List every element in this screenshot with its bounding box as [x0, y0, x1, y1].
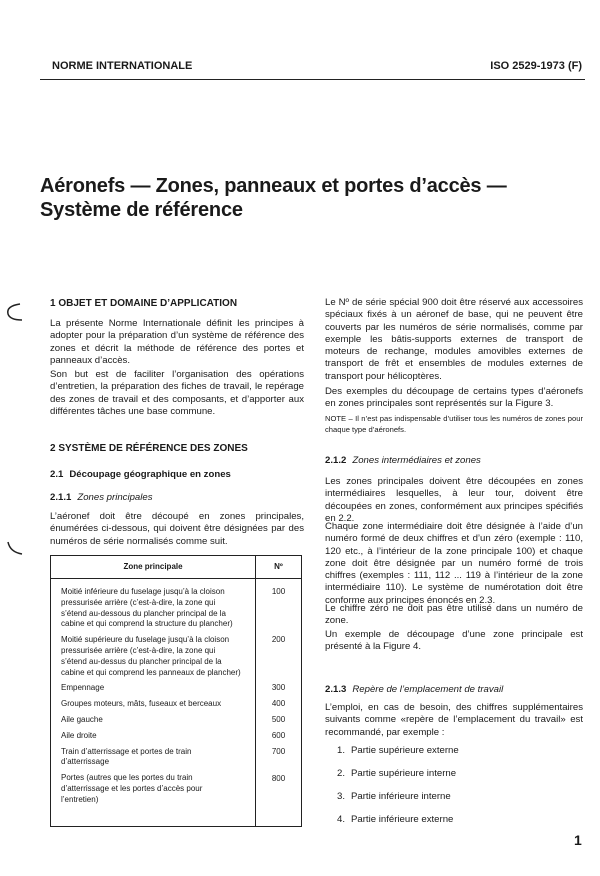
paragraph: Chaque zone intermédiaire doit être désignée à l’aide d’un numéro formé de deux chiffres et d’un zéro (exemple : 110, 120 etc., à l’intérieur de la zone principale 100) et chaque zone doit être désignée par un numéro formé de trois chiffres (exemples : 111, 112 ... 119 à l’intérieur de la zone intermédiaire 110). Le système de numérotation doit être conforme aux principes énoncés en 2.3. — [325, 521, 583, 606]
table-cell-number: 800 — [271, 774, 286, 783]
margin-mark — [2, 300, 26, 324]
table-cell-zone: Moitié supérieure du fuselage jusqu’à la cloison pressurisée arrière (c’est-à-dire, la zone qui s’étend au-dessus du plancher principal de la cabine et qui comprend les panneaux de plancher) — [61, 635, 241, 677]
list-text: Partie inférieure externe — [351, 814, 454, 825]
section-2-heading: 2 SYSTÈME DE RÉFÉRENCE DES ZONES — [50, 443, 248, 454]
column-header-number: Nº — [274, 562, 283, 571]
list-item — [337, 814, 459, 837]
section-number: 2.1 — [50, 469, 64, 480]
list-text: Partie inférieure interne — [351, 791, 451, 802]
list-text: Partie supérieure externe — [351, 745, 459, 756]
note: NOTE – Il n’est pas indispensable d’utiliser tous les numéros de zones pour chaque type d’aéronefs. — [325, 414, 583, 434]
table-header — [51, 556, 301, 579]
section-number: 2.1.2 — [325, 455, 347, 466]
section-title: Découpage géographique en zones — [69, 469, 231, 480]
list-item — [337, 791, 459, 814]
paragraph-examples: Des exemples du découpage de certains types d’aéronefs en zones principales sont représentés sur la Figure 3. — [325, 386, 583, 410]
table-cell-number: 700 — [271, 747, 286, 756]
paragraph-special-900: Le Nº de série spécial 900 doit être réservé aux accessoires spéciaux fixés à un aéronef de base, qui ne peuvent être couverts par les numéros de série normalisés, comme par exemple les bâtis-supports externes de transport de moteurs de rechange, modules amovibles externes de transport de frêt et ensembles de modules externes de transport pour hélicoptères. — [325, 297, 583, 382]
section-2-1-1-heading — [50, 492, 153, 503]
list-number: 2. — [337, 768, 346, 779]
table-cell-zone: Groupes moteurs, mâts, fuseaux et berceaux — [61, 699, 222, 709]
section-1-paragraph: La présente Norme Internationale définit les principes à adopter pour la préparation d’un système de référence des zones et décrit la méthode de référence des portes et panneaux d’accès. — [50, 318, 304, 366]
table-cell-number: 300 — [271, 683, 286, 692]
paragraph: Le chiffre zéro ne doit pas être utilisé dans un numéro de zone. — [325, 603, 583, 627]
table-cell-number: 600 — [271, 731, 286, 740]
table-cell-zone: Aile droite — [61, 730, 97, 740]
zone-column — [51, 579, 256, 827]
section-1-paragraph: Son but est de faciliter l’organisation des opérations d’entretien, la préparation des fiches de travail, le repérage des zones de travail et des composants, et d’apporter aux différentes tâches une base commune. — [50, 369, 304, 417]
header-rule — [40, 79, 585, 80]
section-title: Zones intermédiaires et zones — [352, 455, 481, 466]
document-type: NORME INTERNATIONALE — [52, 60, 193, 72]
table-cell-zone: Train d’atterrissage et portes de train d’atterrissage — [61, 746, 192, 767]
list-number: 3. — [337, 791, 346, 802]
list-text: Partie supérieure interne — [351, 768, 457, 779]
table-cell-number: 500 — [271, 715, 286, 724]
section-number: 2.1.1 — [50, 492, 72, 503]
list-item — [337, 745, 459, 768]
margin-mark — [2, 540, 26, 564]
section-title: Repère de l’emplacement de travail — [352, 684, 504, 695]
section-2-1-2-heading — [325, 455, 481, 466]
column-header-zone: Zone principale — [51, 556, 256, 578]
section-number: 2.1.3 — [325, 684, 347, 695]
paragraph: Les zones principales doivent être découpées en zones intermédiaires lesquelles, à leur tour, doivent être découpées en zones, conformément aux principes spécifiés en 2.2. — [325, 476, 583, 524]
section-2-1-3-heading — [325, 684, 503, 695]
table-cell-zone: Portes (autres que les portes du train d’atterrissage et les portes d’accès pour l’entretien) — [61, 773, 203, 804]
page-title: Aéronefs — Zones, panneaux et portes d’accès — Système de référence — [40, 175, 507, 221]
work-location-list — [337, 745, 459, 837]
section-2-1-heading — [50, 469, 231, 480]
section-2-1-1-paragraph: L’aéronef doit être découpé en zones principales, énumérées ci-dessous, qui doivent être désignées par des numéros de série normalisés comme suit. — [50, 511, 304, 547]
list-item — [337, 768, 459, 791]
standard-number: ISO 2529-1973 (F) — [490, 60, 582, 72]
paragraph: L’emploi, en cas de besoin, des chiffres supplémentaires suivants comme «repère de l’emplacement du travail» est recommandé, par exemple : — [325, 702, 583, 738]
number-column — [256, 579, 301, 827]
section-title: Zones principales — [77, 492, 153, 503]
table-cell-zone: Moitié inférieure du fuselage jusqu’à la cloison pressurisée arrière (c’est-à-dire, la zone qui s’étend au-dessous du plancher principal de la cabine et qui comprend la structure du plancher) — [61, 587, 233, 629]
table-cell-number: 100 — [271, 587, 286, 596]
list-number: 4. — [337, 814, 346, 825]
table-cell-zone: Empennage — [61, 683, 105, 693]
table-cell-number: 200 — [271, 635, 286, 644]
table-cell-zone: Aile gauche — [61, 714, 103, 724]
main-zones-table — [50, 555, 302, 827]
table-cell-number: 400 — [271, 699, 286, 708]
paragraph: Un exemple de découpage d’une zone principale est présenté à la Figure 4. — [325, 629, 583, 653]
page-number: 1 — [574, 832, 582, 848]
list-number: 1. — [337, 745, 346, 756]
section-1-heading: 1 OBJET ET DOMAINE D’APPLICATION — [50, 298, 238, 309]
